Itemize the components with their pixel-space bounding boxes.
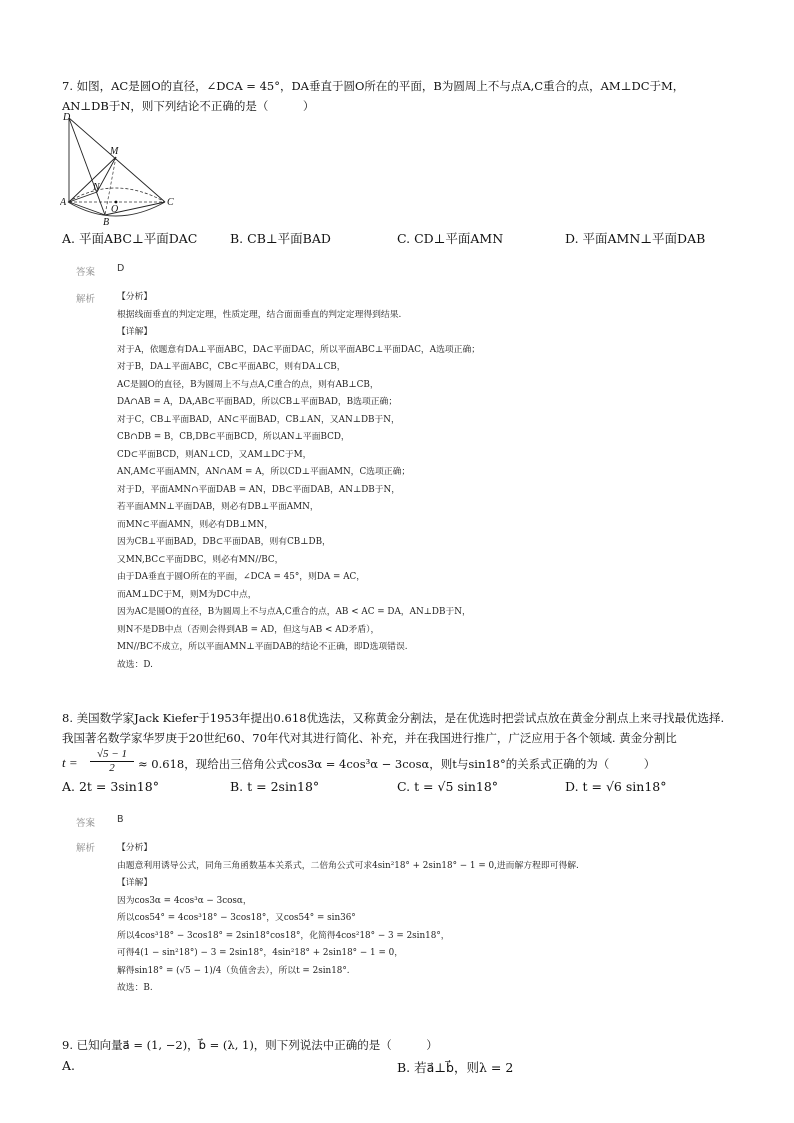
q8-option-d[interactable]: D. t = √6 sin18° (565, 779, 667, 794)
q7-solution-line: DA∩AB = A，DA,AB⊂平面BAD，所以CB⊥平面BAD，B选项正确； (117, 397, 398, 407)
q7-answer: D (117, 263, 125, 274)
q7-analysis-tag: 解析 (76, 294, 96, 305)
q7-figure-label-b: B (103, 217, 110, 227)
q8-frac-den: 2 (109, 762, 115, 774)
q8-solution-line: 解得sin18° = (√5 − 1)/4（负值舍去），所以t = 2sin18°. (117, 965, 350, 976)
q7-solution-line: 【分析】 (117, 292, 153, 302)
q8-solution-line: 由题意利用诱导公式，同角三角函数基本关系式，二倍角公式可求4sin²18° + 2sin18° − 1 = 0,进而解方程即可得解. (117, 860, 579, 871)
q7-figure-label-n: N (93, 182, 100, 193)
q7-figure-label-m: M (110, 146, 119, 157)
q7-answer-tag: 答案 (76, 267, 96, 278)
q7-figure-label-o: O (111, 204, 119, 215)
q8-solution-line: 所以4cos³18° − 3cos18° = 2sin18°cos18°，化简得4cos²18° − 3 = 2sin18°， (117, 930, 450, 941)
q8-solution-line: 【详解】 (117, 878, 153, 888)
q7-solution-line: 若平面AMN⊥平面DAB，则必有DB⊥平面AMN， (117, 502, 319, 512)
q8-stem-line2: 我国著名数学家华罗庚于20世纪60、70年代对其进行简化、补充，并在我国进行推广，广泛应用于各个领域. 黄金分割比 (62, 731, 677, 745)
q7-geometry-figure (60, 112, 185, 227)
q7-solution-line: 故选：D. (117, 659, 153, 670)
q7-solution-line: CB∩DB = B，CB,DB⊂平面BCD，所以AN⊥平面BCD， (117, 432, 350, 442)
q7-solution-line: 而MN⊂平面AMN，则必有DB⊥MN， (117, 519, 274, 530)
q7-solution-line: 而AM⊥DC于M，则M为DC中点， (117, 589, 257, 600)
q8-solution-line: 所以cos54° = 4cos³18° − 3cos18°，又cos54° = sin36° (117, 913, 356, 923)
q7-option-a[interactable]: A. 平面ABC⊥平面DAC (62, 231, 198, 246)
q7-figure-label-a: A (60, 197, 67, 208)
q7-option-d[interactable]: D. 平面AMN⊥平面DAB (565, 231, 706, 246)
q7-solution-line: 则N不是DB中点（否则会得到AB = AD，但这与AB < AD矛盾）， (117, 624, 380, 635)
q8-solution-line: 可得4(1 − sin²18°) − 3 = 2sin18°，4sin²18° + 2sin18° − 1 = 0， (117, 948, 404, 958)
q8-option-c[interactable]: C. t = √5 sin18° (397, 779, 499, 794)
q7-figure-label-c: C (167, 197, 174, 208)
q8-t-prefix: t = (62, 755, 78, 770)
q8-option-b[interactable]: B. t = 2sin18° (230, 779, 320, 794)
q8-stem-line1: 8. 美国数学家Jack Kiefer于1953年提出0.618优选法，又称黄金分割法，是在优选时把尝试点放在黄金分割点上来寻找最优选择. (62, 711, 725, 725)
q9-option-a[interactable]: A. (62, 1058, 76, 1073)
q8-solution-line: 故选：B. (117, 983, 153, 993)
q7-solution-line: 因为AC是圆O的直径，B为圆周上不与点A,C重合的点，AB < AC = DA，AN⊥DB于N， (117, 607, 471, 617)
q7-solution-line: 【详解】 (117, 327, 153, 337)
q7-solution-line: 对于C，CB⊥平面BAD，AN⊂平面BAD，CB⊥AN，又AN⊥DB于N， (117, 414, 400, 425)
q7-stem-line1: 7. 如图，AC是圆O的直径，∠DCA = 45°，DA垂直于圆O所在的平面，B为圆周上不与点A,C重合的点，AM⊥DC于M， (62, 79, 685, 93)
q8-solution-line: 【分析】 (117, 843, 153, 853)
q7-solution-line: 又MN,BC⊂平面DBC，则必有MN//BC， (117, 554, 284, 565)
q7-figure-label-d: D (63, 112, 71, 123)
q7-solution-line: CD⊂平面BCD，则AN⊥CD，又AM⊥DC于M， (117, 449, 312, 460)
q7-solution-line: 对于B，DA⊥平面ABC，CB⊂平面ABC，则有DA⊥CB， (117, 362, 346, 372)
q8-solution-line: 因为cos3α = 4cos³α − 3cosα， (117, 895, 252, 906)
q7-solution-line: 对于A，依题意有DA⊥平面ABC，DA⊂平面DAC，所以平面ABC⊥平面DAC，A选项正确； (117, 344, 481, 355)
q7-option-b[interactable]: B. CB⊥平面BAD (230, 231, 331, 246)
q7-option-c[interactable]: C. CD⊥平面AMN (397, 231, 504, 246)
q7-solution-line: MN//BC不成立，所以平面AMN⊥平面DAB的结论不正确，即D选项错误. (117, 642, 408, 652)
q8-answer: B (117, 814, 124, 825)
q9-option-b[interactable]: B. 若a⃗⊥b⃗，则λ = 2 (397, 1060, 514, 1075)
q7-solution-line: 由于DA垂直于圆O所在的平面，∠DCA = 45°，则DA = AC， (117, 572, 366, 582)
q7-solution-line: AN,AM⊂平面AMN，AN∩AM = A，所以CD⊥平面AMN，C选项正确； (117, 467, 411, 477)
q8-frac-num: √5 − 1 (97, 748, 127, 760)
q9-stem: 9. 已知向量a⃗ = (1, −2)，b⃗ = (λ, 1)，则下列说法中正确的是（ ） (62, 1038, 438, 1052)
q7-solution-line: 对于D，平面AMN∩平面DAB = AN，DB⊂平面DAB，AN⊥DB于N， (117, 484, 401, 495)
q7-solution-line: 因为CB⊥平面BAD，DB⊂平面DAB，则有CB⊥DB， (117, 537, 331, 547)
q7-stem-line2: AN⊥DB于N，则下列结论不正确的是（ ） (62, 99, 315, 113)
q8-analysis-tag: 解析 (76, 843, 96, 854)
q7-solution-line: AC是圆O的直径，B为圆周上不与点A,C重合的点，则有AB⊥CB， (117, 379, 379, 390)
q8-answer-tag: 答案 (76, 818, 96, 829)
q7-solution-line: 根据线面垂直的判定定理，性质定理，结合面面垂直的判定定理得到结果. (117, 309, 402, 320)
q8-stem-line3-rest: ≈ 0.618，现给出三倍角公式cos3α = 4cos³α − 3cosα，则t与sin18°的关系式正确的为（ ） (138, 757, 656, 771)
q8-option-a[interactable]: A. 2t = 3sin18° (62, 779, 159, 794)
